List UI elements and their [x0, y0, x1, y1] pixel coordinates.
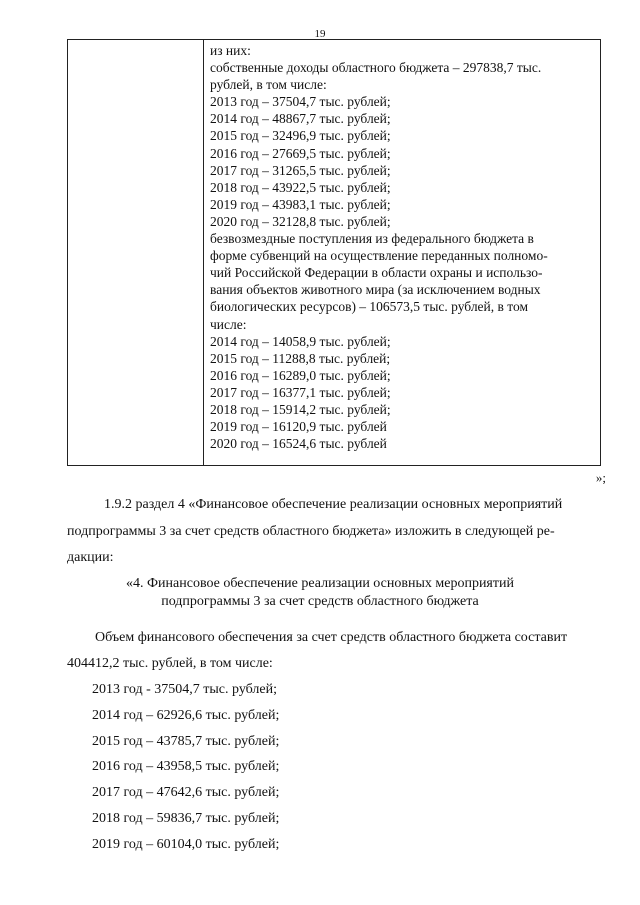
table-line: собственные доходы областного бюджета – 297838,7 тыс. — [210, 60, 542, 76]
table-line: чий Российской Федерации в области охраны и использо- — [210, 265, 543, 281]
table-line: безвозмездные поступления из федерального бюджета в — [210, 231, 534, 247]
section-title: подпрограммы 3 за счет средств областного бюджета — [161, 594, 479, 609]
table-line: 2017 год – 16377,1 тыс. рублей; — [210, 384, 391, 400]
table-line: вания объектов животного мира (за исключением водных — [210, 282, 541, 298]
table-line: 2016 год – 16289,0 тыс. рублей; — [210, 367, 391, 383]
table-column-divider — [203, 40, 204, 465]
table-line: 2014 год – 14058,9 тыс. рублей; — [210, 333, 391, 349]
year-funding-item: 2013 год - 37504,7 тыс. рублей; — [92, 682, 278, 697]
page-number: 19 — [314, 28, 326, 40]
table-line: 2014 год – 48867,7 тыс. рублей; — [210, 111, 391, 127]
year-funding-item: 2017 год – 47642,6 тыс. рублей; — [92, 785, 280, 801]
year-funding-item: 2014 год – 62926,6 тыс. рублей; — [92, 707, 280, 723]
table-line: 2015 год – 11288,8 тыс. рублей; — [210, 350, 391, 366]
year-funding-item: 2016 год – 43958,5 тыс. рублей; — [92, 759, 280, 775]
table-line: 2016 год – 27669,5 тыс. рублей; — [210, 145, 391, 161]
year-funding-item: 2018 год – 59836,7 тыс. рублей; — [92, 811, 280, 826]
table-line: 2018 год – 43922,5 тыс. рублей; — [210, 179, 391, 195]
year-funding-item: 2019 год – 60104,0 тыс. рублей; — [92, 836, 280, 852]
table-line: 2020 год – 16524,6 тыс. рублей — [210, 436, 387, 452]
year-funding-item: 2015 год – 43785,7 тыс. рублей; — [92, 733, 280, 749]
table-line: биологических ресурсов) – 106573,5 тыс. рублей, в том — [210, 299, 529, 315]
table-line: 2019 год – 16120,9 тыс. рублей — [210, 419, 387, 435]
table-line: 2017 год – 31265,5 тыс. рублей; — [210, 162, 391, 178]
table-line: числе: — [210, 316, 247, 332]
table-cell-text — [210, 42, 594, 452]
funding-table — [67, 39, 601, 466]
table-line: рублей, в том числе: — [210, 77, 327, 93]
section-title: «4. Финансовое обеспечение реализации основных мероприятий — [126, 576, 514, 591]
amendment-line: подпрограммы 3 за счет средств областного бюджета» изложить в следующей ре- — [67, 524, 555, 539]
table-line: 2018 год – 15914,2 тыс. рублей; — [210, 401, 391, 417]
table-line: из них: — [210, 43, 251, 58]
volume-paragraph: Объем финансового обеспечения за счет средств областного бюджета составит — [95, 630, 568, 645]
volume-paragraph: 404412,2 тыс. рублей, в том числе: — [67, 656, 273, 671]
table-line: 2013 год – 37504,7 тыс. рублей; — [210, 94, 391, 110]
closing-quote: »; — [595, 470, 606, 485]
table-line: 2015 год – 32496,9 тыс. рублей; — [210, 128, 391, 144]
amendment-line: дакции: — [67, 550, 114, 565]
table-line: 2020 год – 32128,8 тыс. рублей; — [210, 213, 391, 229]
table-line: форме субвенций на осуществление переданных полномо- — [210, 248, 548, 264]
table-line: 2019 год – 43983,1 тыс. рублей; — [210, 196, 391, 212]
amendment-line: 1.9.2 раздел 4 «Финансовое обеспечение реализации основных мероприятий — [104, 497, 563, 512]
